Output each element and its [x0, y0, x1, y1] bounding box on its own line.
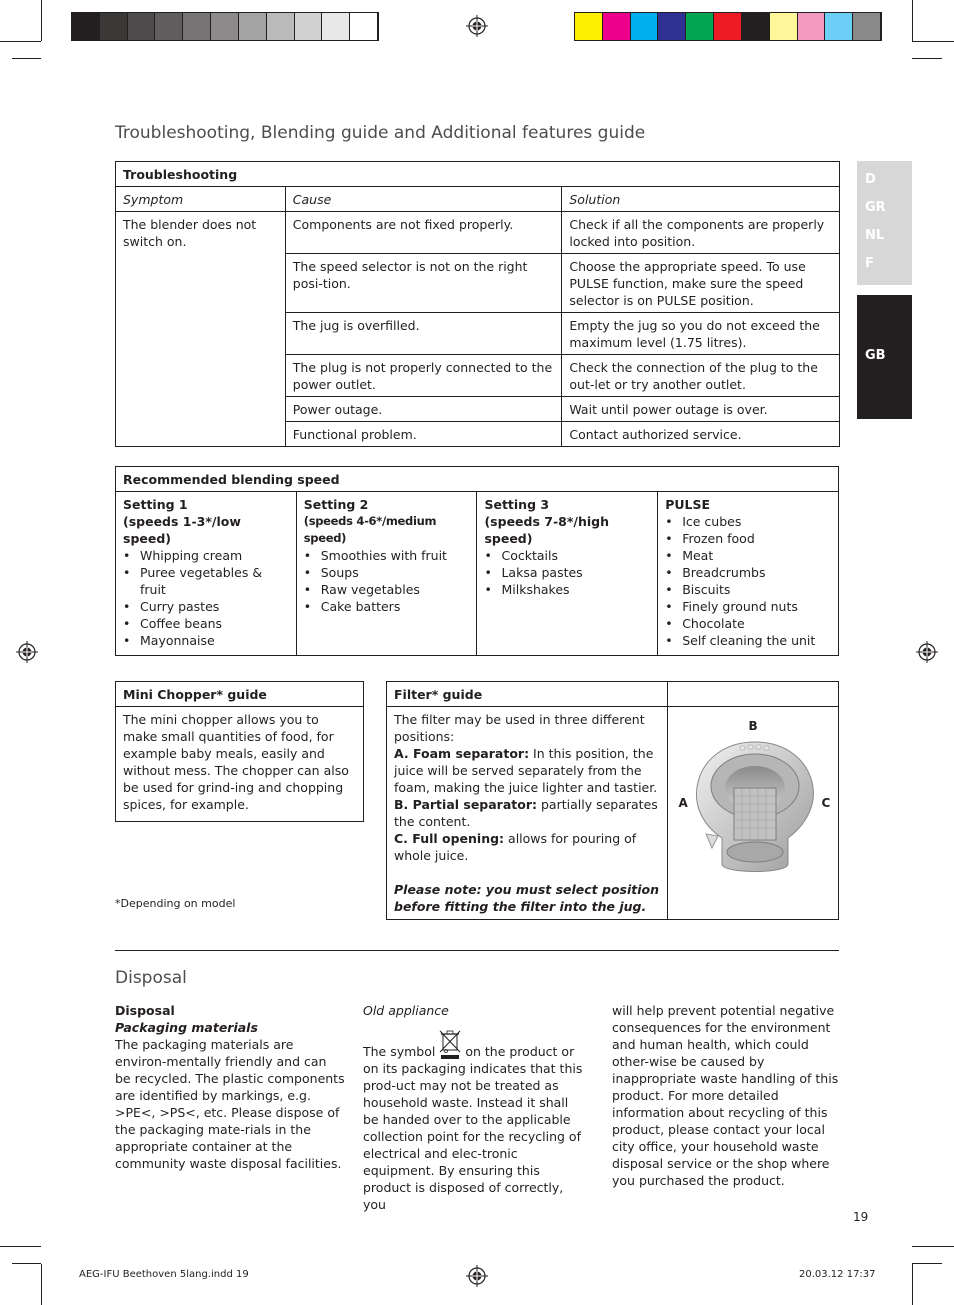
list-item: • Raw vegetables: [304, 581, 470, 598]
registration-mark-icon: [466, 15, 488, 37]
list-item: • Smoothies with fruit: [304, 547, 470, 564]
crop-mark: [0, 41, 41, 42]
setting-1-name: Setting 1: [123, 497, 188, 512]
color-swatch: [72, 13, 100, 40]
color-swatch: [603, 13, 631, 40]
list-item: • Milkshakes: [484, 581, 650, 598]
language-tab-nl[interactable]: NL: [865, 228, 885, 243]
setting-3-column: [477, 492, 658, 656]
filter-label-a: A: [678, 796, 688, 810]
crop-mark: [912, 0, 913, 41]
color-swatch: [742, 13, 770, 40]
list-item: • Biscuits: [665, 581, 831, 598]
packaging-title: Packaging materials: [115, 1020, 258, 1035]
crop-mark: [41, 0, 42, 41]
blending-speed-table: [115, 466, 839, 656]
cause-cell: Functional problem.: [285, 422, 562, 447]
list-item: • Breadcrumbs: [665, 564, 831, 581]
filter-label-c: C: [821, 796, 831, 810]
old-appliance-text-b: on the product or on its packaging indicates that this prod-uct may not be treated as household waste. Instead it shall be handed over to the applicable collection point for the recycling of electrical and elec-tronic equipment. By ensuring this product is disposed of correctly, you: [363, 1044, 583, 1212]
section-divider: [115, 950, 839, 951]
filter-option-c: [394, 830, 660, 864]
setting-2-name: Setting 2: [303, 497, 369, 512]
page-number: 19: [853, 1210, 869, 1224]
setting-2-column: [296, 492, 477, 656]
crop-mark: [12, 58, 41, 59]
setting-1-column: [116, 492, 297, 656]
filter-label-b: B: [748, 719, 758, 733]
list-item: • Meat: [665, 547, 831, 564]
troubleshooting-table: [115, 161, 840, 447]
solution-cell: Check the connection of the plug to the out-let or try another outlet.: [562, 355, 840, 397]
list-item: • Cocktails: [484, 547, 650, 564]
list-item: • Self cleaning the unit: [665, 632, 831, 649]
weee-bin-icon: [439, 1030, 461, 1060]
crop-mark: [0, 1246, 41, 1247]
color-swatch: [239, 13, 267, 40]
color-swatch: [350, 13, 378, 40]
list-item: • Cake batters: [304, 598, 470, 615]
solution-cell: Wait until power outage is over.: [562, 397, 840, 422]
setting-3-sub: (speeds 7-8*/high speed): [484, 514, 609, 546]
language-tab-gr[interactable]: GR: [865, 200, 886, 215]
setting-3-name: Setting 3: [484, 497, 550, 512]
solution-cell: Check if all the components are properly locked into position.: [562, 212, 840, 254]
list-item: • Curry pastes: [123, 598, 289, 615]
filter-intro: The filter may be used in three different positions:: [394, 712, 645, 744]
cause-cell: Power outage.: [285, 397, 562, 422]
packaging-text: The packaging materials are environ-mentally friendly and can be recycled. The plastic components are identified by markings, e.g. >PE<, >PS<, etc. Please dispose of the packaging mate-rials in the appropriate container at the community waste disposal facilities.: [115, 1037, 345, 1171]
cause-cell: The speed selector is not on the right posi-tion.: [285, 254, 562, 313]
color-swatch: [575, 13, 603, 40]
process-color-bar: [574, 12, 882, 41]
page-title: Troubleshooting, Blending guide and Additional features guide: [115, 123, 646, 143]
color-swatch: [686, 13, 714, 40]
column-header-cause: Cause: [285, 187, 562, 212]
color-swatch: [183, 13, 211, 40]
list-item: • Ice cubes: [665, 513, 831, 530]
filter-option-a: [394, 745, 660, 796]
blending-title: Recommended blending speed: [116, 467, 839, 492]
color-swatch: [211, 13, 239, 40]
filter-b-text: partially separates the content.: [394, 797, 658, 829]
mini-chopper-text: The mini chopper allows you to make small quantities of food, for example baby meals, easily and without mess. The chopper can also be used for grind-ing and chopping spices, for example.: [116, 707, 364, 822]
filter-c-label: C. Full opening:: [394, 831, 505, 846]
language-tab-gb-active[interactable]: [857, 295, 912, 419]
solution-cell: Empty the jug so you do not exceed the maximum level (1.75 litres).: [562, 313, 840, 355]
disposal-column-2: [363, 1002, 585, 1213]
footer-date: 20.03.12 17:37: [799, 1269, 876, 1280]
cause-cell: The plug is not properly connected to the power outlet.: [285, 355, 562, 397]
column-header-solution: Solution: [562, 187, 840, 212]
solution-cell: Choose the appropriate speed. To use PULSE function, make sure the speed selector is on PULSE position.: [562, 254, 840, 313]
list-item: • Puree vegetables & fruit: [123, 564, 289, 598]
solution-cell: Contact authorized service.: [562, 422, 840, 447]
list-item: • Soups: [304, 564, 470, 581]
footnote: *Depending on model: [115, 897, 236, 910]
crop-mark: [41, 1264, 42, 1305]
color-swatch: [631, 13, 659, 40]
disposal-column-3: [612, 1002, 842, 1189]
table-row: [116, 212, 840, 254]
crop-mark: [912, 1264, 913, 1305]
crop-mark: [912, 58, 942, 59]
filter-note: Please note: you must select position before fitting the filter into the jug.: [394, 882, 660, 914]
color-swatch: [714, 13, 742, 40]
list-item: • Coffee beans: [123, 615, 289, 632]
filter-image-cell: [668, 707, 839, 920]
crop-mark: [912, 1263, 942, 1264]
color-swatch: [267, 13, 295, 40]
list-item: • Mayonnaise: [123, 632, 289, 649]
color-swatch: [128, 13, 156, 40]
color-swatch: [825, 13, 853, 40]
crop-mark: [12, 1263, 41, 1264]
filter-a-label: A. Foam separator:: [394, 746, 530, 761]
cause-cell: Components are not fixed properly.: [285, 212, 562, 254]
mini-chopper-table: [115, 681, 364, 822]
filter-b-label: B. Partial separator:: [394, 797, 538, 812]
color-swatch: [100, 13, 128, 40]
registration-mark-icon: [16, 641, 38, 663]
language-tab-f[interactable]: F: [865, 256, 874, 271]
old-appliance-text: [363, 1030, 585, 1213]
old-appliance-title: Old appliance: [363, 1003, 449, 1018]
registration-mark-icon: [916, 641, 938, 663]
old-appliance-text-a: The symbol: [363, 1044, 436, 1059]
pulse-name: PULSE: [665, 497, 711, 512]
filter-guide-table: [386, 681, 839, 920]
color-swatch: [770, 13, 798, 40]
filter-a-text: In this position, the juice will be served separately from the foam, making the juice lighter and tastier.: [394, 746, 658, 795]
setting-2-sub: (speeds 4-6*/medium speed): [303, 514, 437, 545]
language-tab-group: [857, 161, 912, 285]
setting-1-sub: (speeds 1-3*/low speed): [123, 514, 241, 546]
color-swatch: [155, 13, 183, 40]
disposal-title: Disposal: [115, 1003, 175, 1018]
cause-cell: The jug is overfilled.: [285, 313, 562, 355]
filter-option-b: [394, 796, 660, 830]
color-swatch: [322, 13, 350, 40]
mini-chopper-title: Mini Chopper* guide: [116, 682, 364, 707]
color-swatch: [798, 13, 826, 40]
list-item: • Frozen food: [665, 530, 831, 547]
list-item: • Chocolate: [665, 615, 831, 632]
color-swatch: [295, 13, 323, 40]
grayscale-bar: [71, 12, 379, 41]
filter-text-cell: [387, 707, 668, 920]
troubleshooting-title: Troubleshooting: [116, 162, 840, 187]
filter-title: Filter* guide: [387, 682, 668, 707]
filter-title-empty: [668, 682, 839, 707]
footer-filename: AEG-IFU Beethoven 5lang.indd 19: [79, 1269, 249, 1280]
pulse-column: [658, 492, 839, 656]
column-header-symptom: Symptom: [116, 187, 286, 212]
crop-mark: [912, 1246, 954, 1247]
filter-c-text: allows for pouring of whole juice.: [394, 831, 637, 863]
filter-illustration: [692, 738, 818, 878]
language-tab-d[interactable]: D: [865, 172, 876, 187]
disposal-column-1: [115, 1002, 345, 1172]
list-item: • Laksa pastes: [484, 564, 650, 581]
list-item: • Whipping cream: [123, 547, 289, 564]
list-item: • Finely ground nuts: [665, 598, 831, 615]
crop-mark: [912, 41, 954, 42]
color-swatch: [853, 13, 881, 40]
symptom-cell: The blender does not switch on.: [116, 212, 286, 447]
registration-mark-icon: [466, 1265, 488, 1287]
disposal-heading: Disposal: [115, 968, 187, 988]
disposal-column-3-text: will help prevent potential negative consequences for the environment and human health, which could other-wise be caused by inappropriate waste handling of this product. For more detailed information about recycling of this product, please contact your local city office, your household waste disposal service or the shop where you purchased the product.: [612, 1003, 839, 1188]
language-tab-gb-label: GB: [865, 348, 886, 363]
color-swatch: [658, 13, 686, 40]
